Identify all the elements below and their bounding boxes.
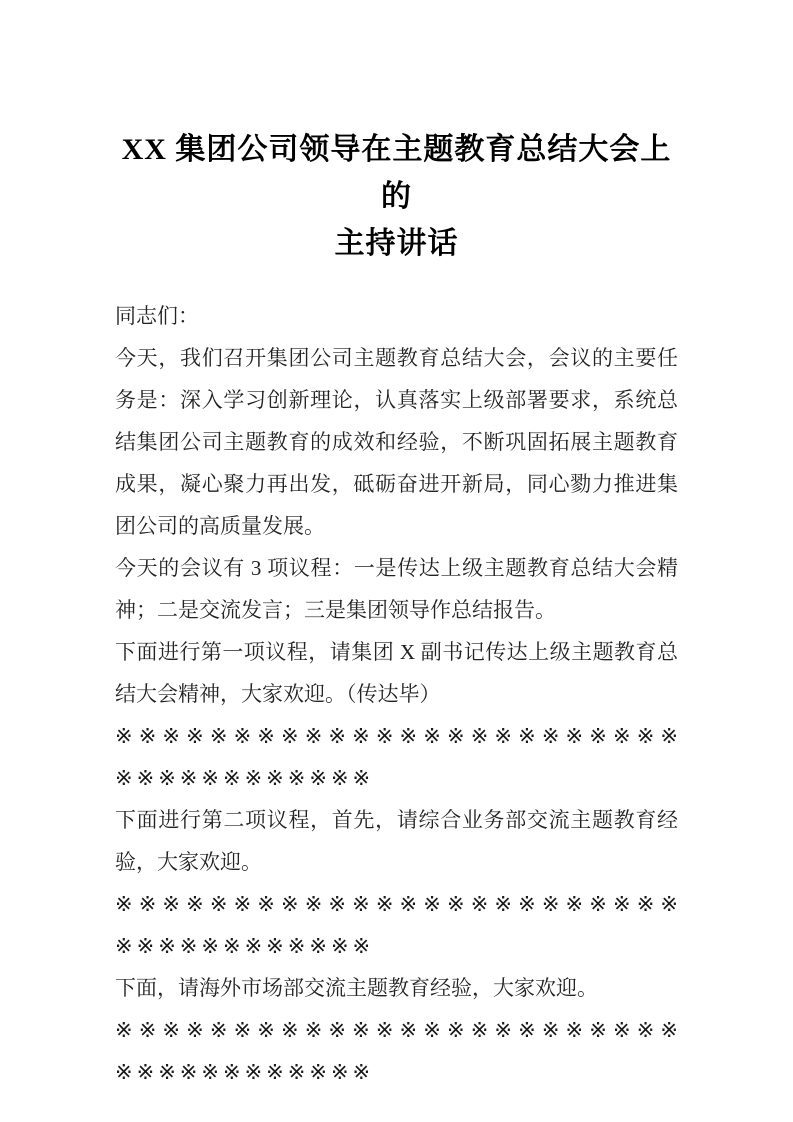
paragraph: 下面进行第二项议程，首先，请综合业务部交流主题教育经验，大家欢迎。	[115, 808, 678, 874]
paragraph: 下面，请海外市场部交流主题教育经验，大家欢迎。	[115, 976, 598, 1000]
separator-line-2: ※※※※※※※※※※※※	[115, 934, 375, 958]
document-title-line-2: 主持讲话	[334, 227, 459, 260]
paragraph: 下面进行第一项议程，请集团 X 副书记传达上级主题教育总结大会精神，大家欢迎。（传达毕）	[115, 640, 678, 706]
separator-line-1: ※※※※※※※※※※※※※※※※※※※※※※※※	[115, 892, 678, 916]
separator-line-1: ※※※※※※※※※※※※※※※※※※※※※※※※	[115, 724, 678, 748]
separator-line-2: ※※※※※※※※※※※※	[115, 1060, 375, 1084]
separator-row	[115, 883, 678, 967]
paragraph-list	[115, 295, 678, 1093]
separator-row	[115, 1009, 678, 1093]
document-title-line-1: XX 集团公司领导在主题教育总结大会上的	[121, 133, 672, 213]
document-title	[115, 126, 678, 267]
paragraph: 今天的会议有 3 项议程：一是传达上级主题教育总结大会精神；二是交流发言；三是集团领导作总结报告。	[115, 556, 678, 622]
paragraph: 同志们：	[115, 304, 199, 328]
separator-line-2: ※※※※※※※※※※※※	[115, 766, 375, 790]
paragraph: 今天，我们召开集团公司主题教育总结大会，会议的主要任务是：深入学习创新理论，认真落实上级部署要求，系统总结集团公司主题教育的成效和经验，不断巩固拓展主题教育成果，凝心聚力再出发，砥砺奋进开新局，同心勠力推进集团公司的高质量发展。	[115, 346, 678, 538]
separator-line-1: ※※※※※※※※※※※※※※※※※※※※※※※※	[115, 1018, 678, 1042]
separator-row	[115, 715, 678, 799]
